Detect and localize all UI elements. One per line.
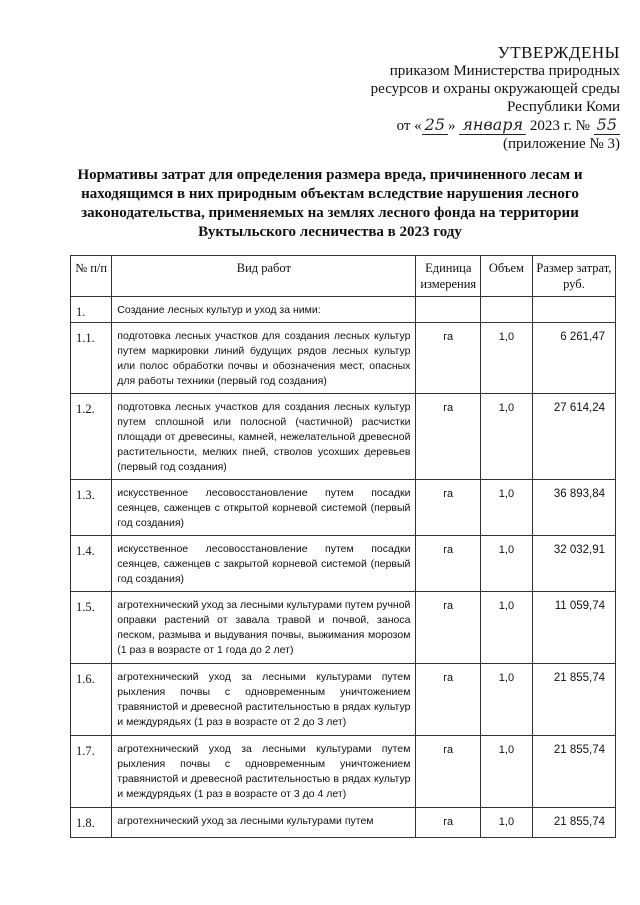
row-cost: 21 855,74 [532, 736, 615, 808]
row-unit [416, 297, 481, 323]
row-volume: 1,0 [481, 536, 533, 592]
row-volume: 1,0 [481, 808, 533, 838]
order-date-line [371, 116, 620, 135]
row-unit: га [416, 736, 481, 808]
table-row [71, 592, 616, 664]
handwritten-day: 25 [422, 115, 448, 135]
row-cost: 21 855,74 [532, 664, 615, 736]
row-num: 1.4. [71, 536, 112, 592]
header-cost: Размер затрат, руб. [532, 256, 615, 297]
row-volume [481, 297, 533, 323]
row-work: агротехнический уход за лесными культурами путем рыхления почвы с одновременным уничтожением травянистой и древесной растительностью в рядах культур и междурядьях (1 раз в возрасте от 3 до 4 лет) [112, 736, 416, 808]
row-unit: га [416, 323, 481, 394]
row-work: искусственное лесовосстановление путем посадки сеянцев, саженцев с открытой корневой системой (первый год создания) [112, 480, 416, 536]
table-row [71, 394, 616, 480]
document-title: Нормативы затрат для определения размера вреда, причиненного лесам и находящимся в них природным объектам вследствие нарушения лесного законодательства, применяемых на землях лесного фонда на территории Вуктыльского лесничества в 2023 году [77, 167, 583, 240]
header-unit: Единица измерения [416, 256, 481, 297]
row-unit: га [416, 592, 481, 664]
row-work: агротехнический уход за лесными культурами путем ручной оправки растений от завала травой и почвой, заноса песком, размыва и выдувания почвы, выжимания морозом (1 раз в возрасте от 1 года до 2 лет) [112, 592, 416, 664]
approval-title: УТВЕРЖДЕНЫ [497, 43, 620, 62]
row-unit: га [416, 536, 481, 592]
row-num: 1.2. [71, 394, 112, 480]
header-num: № п/п [71, 256, 112, 297]
table-row [71, 664, 616, 736]
row-cost: 21 855,74 [532, 808, 615, 838]
approval-line-1: приказом Министерства природных [389, 63, 620, 79]
date-year: 2023 г. № [529, 118, 590, 134]
row-unit: га [416, 808, 481, 838]
row-cost [532, 297, 615, 323]
row-cost: 11 059,74 [532, 592, 615, 664]
row-volume: 1,0 [481, 592, 533, 664]
row-work: искусственное лесовосстановление путем посадки сеянцев, саженцев с закрытой корневой системой (первый год создания) [112, 536, 416, 592]
row-work: подготовка лесных участков для создания лесных культур путем маркировки линий будущих рядов лесных культур или полос обработки почвы и обозначения мест, опасных для работы техники (первый год создания) [112, 323, 416, 394]
row-volume: 1,0 [481, 480, 533, 536]
row-num: 1.7. [71, 736, 112, 808]
row-cost: 27 614,24 [532, 394, 615, 480]
handwritten-order-number: 55 [594, 115, 620, 135]
approval-line-3: Республики Коми [507, 99, 620, 115]
table-row [71, 297, 616, 323]
row-num: 1.8. [71, 808, 112, 838]
row-cost: 32 032,91 [532, 536, 615, 592]
appendix-label: (приложение № 3) [502, 136, 620, 152]
table-row [71, 736, 616, 808]
row-num: 1.1. [71, 323, 112, 394]
row-volume: 1,0 [481, 394, 533, 480]
row-work: агротехнический уход за лесными культурами путем рыхления почвы с одновременным уничтожением травянистой и древесной растительностью в рядах культур и междурядьях (1 раз в возрасте от 2 до 3 лет) [112, 664, 416, 736]
table-row [71, 536, 616, 592]
date-mid: » [448, 118, 456, 134]
approval-line-2: ресурсов и охраны окружающей среды [370, 81, 620, 97]
row-cost: 6 261,47 [532, 323, 615, 394]
table-row [71, 323, 616, 394]
row-unit: га [416, 480, 481, 536]
row-unit: га [416, 664, 481, 736]
costs-table [70, 255, 616, 838]
row-work: подготовка лесных участков для создания лесных культур путем сплошной или полосной (частичной) расчистки площади от древесины, камней, нежелательной древесной растительности, мелких пней, стволов усохших деревьев (первый год создания) [112, 394, 416, 480]
row-work: Создание лесных культур и уход за ними: [112, 297, 416, 323]
header-volume: Объем [481, 256, 533, 297]
row-work: агротехнический уход за лесными культурами путем [112, 808, 416, 838]
row-num: 1. [71, 297, 112, 323]
handwritten-month: января [459, 115, 526, 135]
table-header-row [71, 256, 616, 297]
row-volume: 1,0 [481, 664, 533, 736]
row-volume: 1,0 [481, 736, 533, 808]
table-row [71, 808, 616, 838]
row-unit: га [416, 394, 481, 480]
row-num: 1.5. [71, 592, 112, 664]
header-work: Вид работ [112, 256, 416, 297]
approval-block [371, 44, 620, 153]
row-num: 1.3. [71, 480, 112, 536]
table-row [71, 480, 616, 536]
row-volume: 1,0 [481, 323, 533, 394]
row-num: 1.6. [71, 664, 112, 736]
date-prefix: от « [396, 118, 422, 134]
row-cost: 36 893,84 [532, 480, 615, 536]
